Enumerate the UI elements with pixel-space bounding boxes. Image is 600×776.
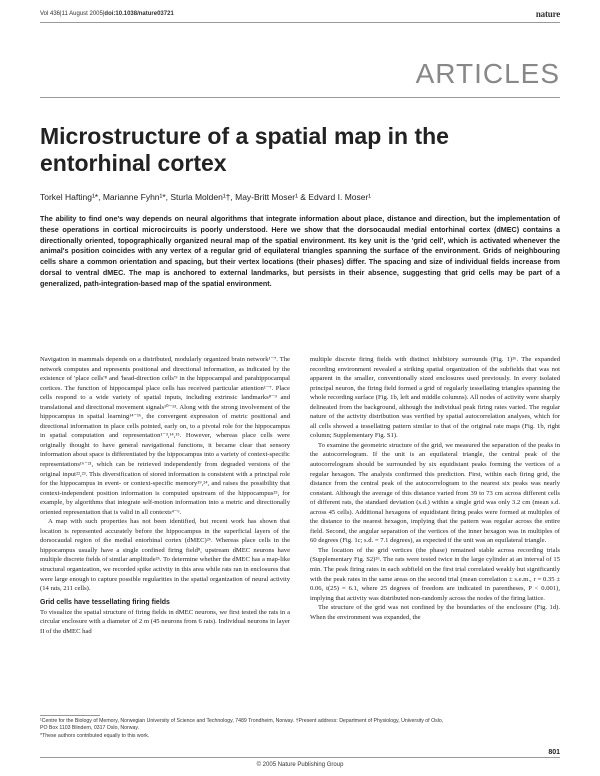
body-paragraph: A map with such properties has not been identified, but recent work has shown that location is represented accurately before the hippocampus in the superficial layers of the dorsocaudal region of the medial entorhinal cortex (dMEC)²⁶. Whereas place cells in the hippocampus usually have a single confined firing field⁸, upstream dMEC neurons have multiple discrete fields of similar amplitude²⁶. To determine whether the dMEC has a map-like structural organization, we recorded spike activity in this area while rats ran in enclosures that were large enough to capture possible regularities in the spatial organization of neural activity (14 rats, 211 cells).: [40, 518, 290, 593]
body-paragraph: multiple discrete firing fields with distinct inhibitory surrounds (Fig. 1)²⁶. The expanded recording environment revealed a striking spatial organization of the subfields that was not apparent in the smaller, conventionally sized enclosures used previously. In every isolated principal neuron, the firing field formed a grid of regularly tessellating triangles spanning the whole recording surface (Fig. 1b, left and middle columns). All nodes of activity were sharply delineated from the background, although the individual peak firing rates varied. The regular nature of the activity distribution was verified by spatial autocorrelation analyses, which for all cells showed a tessellating pattern similar to that of the original rate maps (Fig. 1b, right column; Supplementary Fig. S1).: [310, 356, 560, 440]
body-paragraph: To visualize the spatial structure of firing fields in dMEC neurons, we first tested the rats in a circular enclosure with a diameter of 2 m (45 neurons from 6 rats). Individual neurons in layer II of the dMEC had: [40, 608, 290, 635]
article-title: Microstructure of a spatial map in the entorhinal cortex: [40, 123, 449, 176]
footer-divider: [40, 757, 560, 758]
body-column-right: [310, 355, 560, 622]
body-paragraph: To examine the geometric structure of the grid, we measured the separation of the peaks in the autocorrelogram. If the unit is an equilateral triangle, the central peak of the autocorrelogram should be surrounded by six equidistant peaks forming the vertices of a regular hexagon. The analysis confirmed this prediction. First, within each firing grid, the distance from the central peak of the autocorrelogram to the nearest six peaks was nearly constant. Although the average of this distance varied from 39 to 73 cm across different cells of different rats, the standard deviation (s.d.) within a single grid was only 3.2 cm (mean s.d. across 45 cells). Additional hexagons of equidistant firing peaks were formed at multiples of the distance to the nearest hexagon, implying that the pattern was regular across the entire field. Second, the angular separation of the vertices of the inner hexagon was in multiples of 60 degrees (Fig. 1c; s.d. = 7.1 degrees), as expected if the unit was an equilateral triangle.: [310, 441, 560, 545]
journal-name: nature: [535, 9, 560, 19]
abstract: The ability to find one's way depends on neural algorithms that integrate information about place, distance and direction, but the implementation of these operations in cortical microcircuits is poorly understood. Here we show that the dorsocaudal medial entorhinal cortex (dMEC) contains a directionally oriented, topographically organized neural map of the spatial environment. Its key unit is the 'grid cell', which is activated whenever the animal's position coincides with any vertex of a regular grid of equilateral triangles spanning the surface of the environment. Grids of neighbouring cells share a common orientation and spacing, but their vertex locations (their phases) differ. The spacing and size of individual fields increase from dorsal to ventral dMEC. The map is anchored to external landmarks, but persists in their absence, suggesting that grid cells may be part of a generalized, path-integration-based map of the spatial environment.: [40, 214, 560, 288]
footnote-line: *These authors contributed equally to this work.: [40, 732, 150, 739]
author-list: Torkel Hafting¹*, Marianne Fyhn¹*, Sturla Molden¹†, May-Britt Moser¹ & Edvard I. Moser¹: [40, 192, 372, 202]
body-paragraph: The location of the grid vertices (the phase) remained stable across recording trials (Supplementary Fig. S2)²⁶. The rats were tested twice in the large cylinder at an interval of 15 min. The peak firing rates in each subfield on the first trial correlated weakly but significantly with the peak rates in the same areas on the second trial (mean correlation ± s.e.m., r = 0.35 ± 0.06, t(25) = 6.1, where 25 degrees of freedom are indicated in parentheses, P < 0.001), implying that activity was distributed non-randomly across the nodes of the firing lattice.: [310, 546, 560, 602]
body-paragraph: Navigation in mammals depends on a distributed, modularly organized brain network¹⁻⁷. The network computes and represents positional and directional information, as indicated by the existence of 'place cells'⁸ and 'head-direction cells'⁹ in the hippocampal and parahippocampal cortices. The function of hippocampal place cells has received particular attention¹⁻⁷. Place cells respond to a wide variety of spatial inputs, including extrinsic landmarks⁸⁻⁹ and translational and directional movement signals¹⁰⁻¹³. Along with the strong involvement of the hippocampus in spatial learning¹⁴⁻¹⁶, the convergent expression of metric positional and directional information in place cells pointed, early on, to a pivotal role for the hippocampus in spatial computation and representation¹⁻³,¹⁴,¹⁵. However, whereas place cells were originally thought to have general navigational functions, it became clear that sensory information about space is differentiated by the hippocampus into a variety of context-specific representations¹⁶⁻²¹, which can be retrieved independently from degraded versions of the original input²²,²³. This diversification of stored information is consistent with a principal role for the hippocampus in event- or context-specific memory¹⁹,²⁴, and raises the possibility that context-independent position information is computed upstream of the hippocampus²⁵, for example, by algorithms that integrate self-motion information into a metric and directionally oriented representation that is valid in all contexts⁴⁻⁶.: [40, 356, 290, 516]
section-label: ARTICLES: [415, 58, 560, 89]
footnote-divider: [40, 715, 100, 716]
citation-prefix: Vol 436|11 August 2005|: [40, 11, 105, 17]
section-divider: [40, 97, 560, 98]
section-heading: Grid cells have tessellating firing fields: [40, 598, 170, 606]
footnote-line: ¹Centre for the Biology of Memory, Norwegian University of Science and Technology, 7489 Trondheim, Norway. †Present address: Department of Physiology, University of Oslo,: [40, 718, 444, 724]
citation: [40, 8, 174, 20]
body-column-left: [40, 355, 290, 636]
running-header: [40, 8, 560, 20]
header-divider: [40, 22, 560, 23]
copyright-notice: © 2005 Nature Publishing Group: [256, 762, 344, 768]
footnote-line: PO Box 1103 Blindern, 0317 Oslo, Norway.: [40, 725, 139, 732]
body-paragraph: The structure of the grid was not confined by the boundaries of the enclosure (Fig. 1d). When the environment was expanded, the: [310, 604, 560, 621]
doi-link[interactable]: doi:10.1038/nature03721: [104, 11, 174, 17]
page-number: 801: [548, 749, 560, 756]
affiliations-footnote: [40, 718, 560, 740]
